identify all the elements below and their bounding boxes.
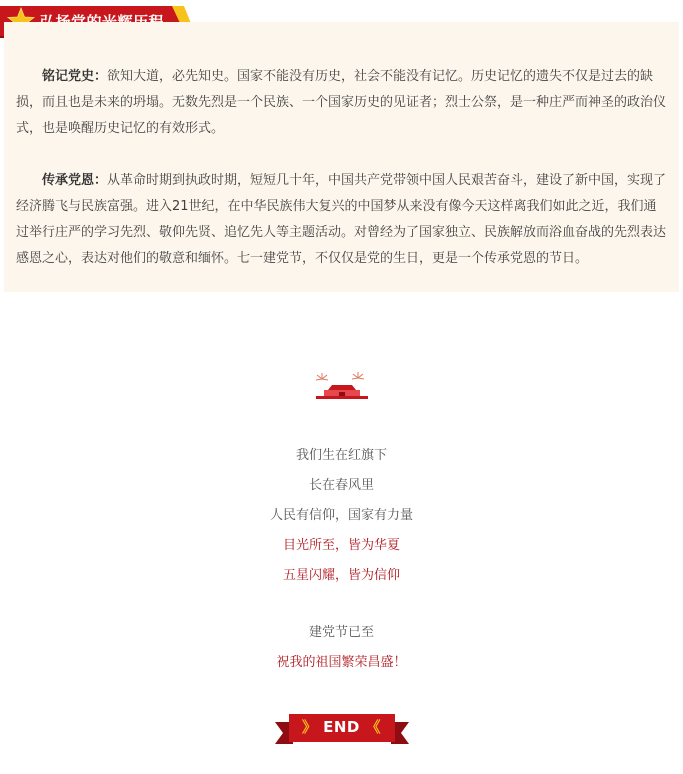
poem-line: 长在春风里 [308, 478, 374, 493]
content-card [4, 22, 679, 292]
paragraph-lead: 铭记党史： [42, 69, 108, 84]
paragraph-legacy [16, 168, 667, 272]
chevron-right-icon: 》 [301, 718, 318, 736]
poem-line: 建党节已至 [308, 625, 374, 640]
paragraph-lead: 传承党恩： [42, 173, 108, 188]
chevron-left-icon: 《 [365, 718, 382, 736]
end-label: END [323, 718, 360, 736]
poem-line: 目光所至，皆为华夏 [282, 538, 400, 553]
poem-line: 人民有信仰，国家有力量 [269, 508, 413, 523]
paragraph-text: 欲知大道，必先知史。国家不能没有历史，社会不能没有记忆。历史记忆的遗失不仅是过去的缺损，而且也是未来的坍塌。无数先烈是一个民族、一个国家历史的见证者；烈士公祭，是一种庄严而神圣的政治仪式，也是唤醒历史记忆的有效形式。 [16, 69, 667, 136]
poem-line: 祝我的祖国繁荣昌盛！ [276, 655, 407, 670]
poem-line: 五星闪耀，皆为信仰 [282, 568, 400, 583]
paragraph-text: 从革命时期到执政时期，短短几十年，中国共产党带领中国人民艰苦奋斗，建设了新中国，实现了经济腾飞与民族富强。进入21世纪，在中华民族伟大复兴的中国梦从来没有像今天这样离我们如此之近，我们通过举行庄严的学习先烈、敬仰先贤、追忆先人等主题活动。对曾经为了国家独立、民族解放而浴血奋战的先烈表达感恩之心，表达对他们的敬意和缅怀。七一建党节，不仅仅是党的生日，更是一个传承党恩的节日。 [16, 173, 667, 266]
tiananmen-fireworks-icon [310, 370, 374, 402]
paragraph-history [16, 64, 667, 142]
poem-line: 我们生在红旗下 [295, 448, 387, 463]
end-marker [0, 716, 683, 737]
